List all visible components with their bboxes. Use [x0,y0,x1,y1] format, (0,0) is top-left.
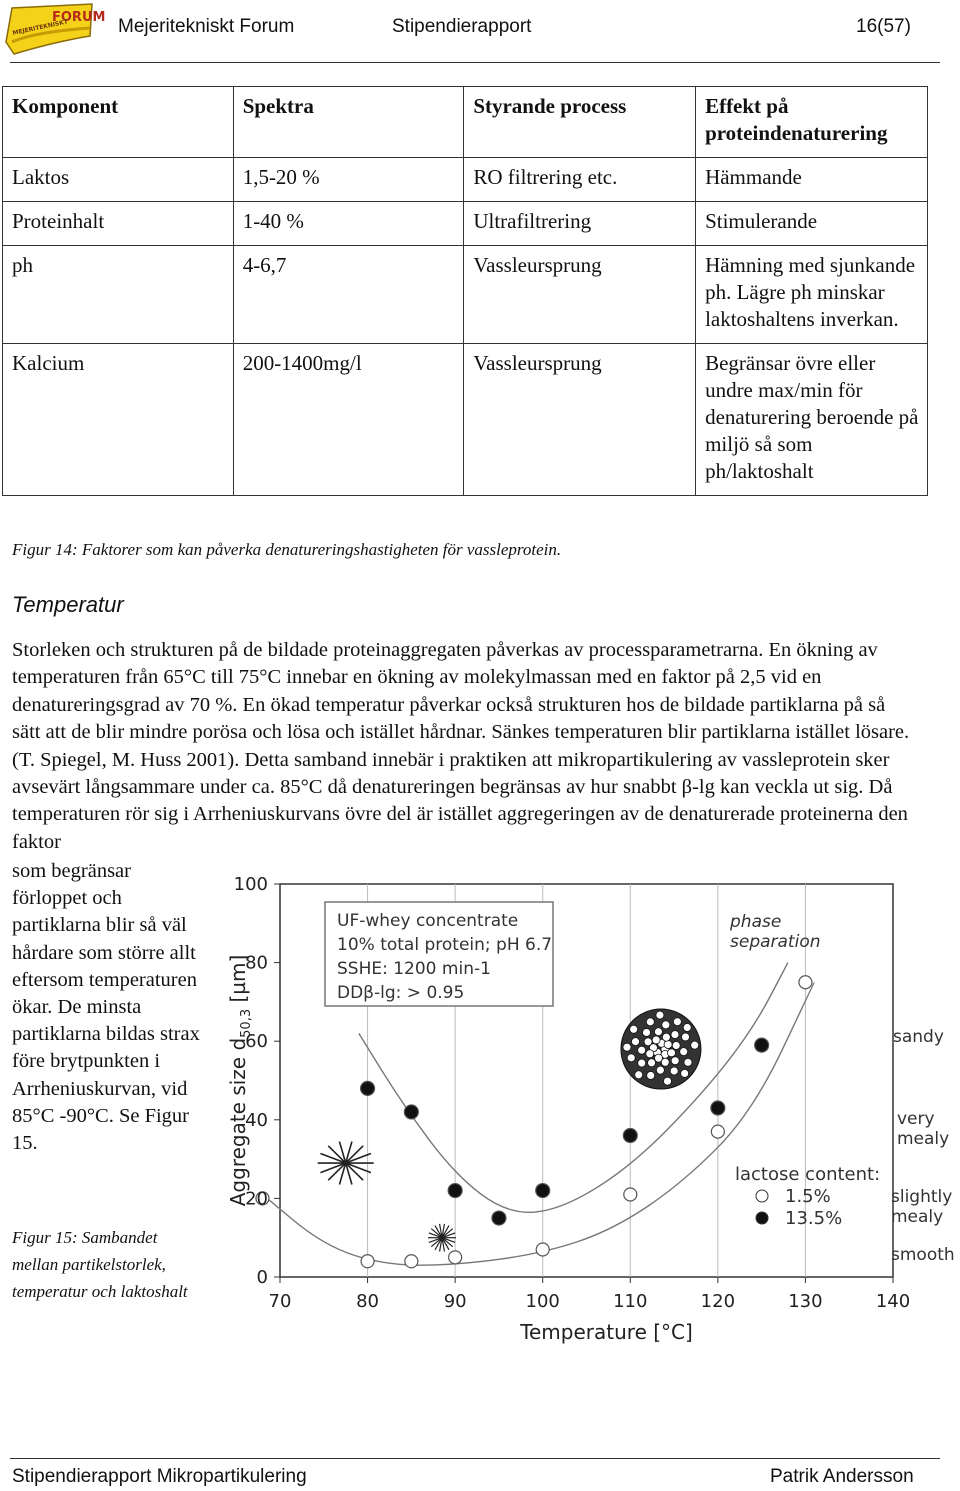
data-point-low-lactose [449,1251,462,1264]
x-tick-label: 110 [613,1291,648,1312]
y-tick-label: 40 [245,1109,268,1131]
aggregate-particle [670,1067,678,1075]
aggregate-particle [662,1021,670,1029]
data-point-high-lactose [755,1038,769,1052]
footer-rule [10,1458,940,1459]
aggregate-particle [671,1057,679,1065]
aggregate-particle [654,1028,662,1036]
texture-label: very [897,1109,935,1129]
table-cell: Proteinhalt [3,202,234,246]
table-cell: Stimulerande [696,202,928,246]
header-report-type: Stipendierapport [392,16,532,37]
texture-label: mealy [897,1129,950,1149]
aggregate-particle [638,1046,646,1054]
y-tick-label: 0 [256,1267,268,1288]
aggregate-particle [646,1018,654,1026]
aggregate-particle [673,1018,681,1026]
table-cell: Vassleursprung [464,246,696,344]
data-point-high-lactose [711,1101,725,1115]
body-paragraph: Storleken och strukturen på de bildade proteinaggregaten påverkas av processparametrarna. En ökning av temperaturen från 65°C till 75°C innebar en ökning av molekylmassan med en faktor på 2,5 vid en denatureringsgrad av 70 %. En ökad temperatur påverkar också strukturen hos de bildade partiklarna på så sätt att de blir mindre porösa och lösa och istället hårdnar. Sänkes temperaturen blir partiklarna istället lösare. (T. Spiegel, M. Huss 2001). Detta samband innebär i praktiken att mikropartikulering av vassleprotein sker avsevärt långsammare under ca. 85°C då denatureringen begränsas av hur snabbt β-lg kan veckla ut sig. Då temperaturen rör sig i Arrheniuskurvans övre del är istället aggregeringen av de denaturerade proteinerna den faktor [12,639,910,853]
aggregate-particle [662,1033,670,1041]
aggregate-particle [664,1040,672,1048]
aggregate-particle [667,1049,675,1057]
table-row [3,344,928,496]
aggregate-particle [643,1028,651,1036]
table-cell: 1,5-20 % [233,158,464,202]
aggregate-particle [683,1024,691,1032]
header-title: Mejeritekniskt Forum [118,16,295,37]
table-row [3,246,928,344]
table-cell: Hämning med sjunkande ph. Lägre ph minskar laktoshaltens inverkan. [696,246,928,344]
table-cell: Begränsar övre eller undre max/min för denaturering beroende på miljö så som ph/laktoshalt [696,344,928,496]
aggregate-particle [647,1071,655,1079]
x-tick-label: 70 [268,1291,292,1312]
data-point-high-lactose [536,1184,550,1198]
phase-label: phase [730,912,782,932]
table-cell: 200-1400mg/l [233,344,464,496]
inset-line: 10% total protein; pH 6.7 [337,935,553,955]
x-tick-label: 90 [443,1291,467,1312]
texture-label: mealy [891,1207,944,1227]
page-header [0,0,960,62]
y-tick-label: 60 [245,1031,268,1053]
aggregate-particle [644,1038,652,1046]
y-axis-label: Aggregate size $d_{50,3}$ [µm] [226,954,254,1207]
aggregate-particle [684,1058,692,1066]
figure15-caption: Figur 15: Sambandet mellan partikelstorlek, temperatur och laktoshalt [12,1228,188,1301]
aggregate-particle [630,1025,638,1033]
table-cell: 4-6,7 [233,246,464,344]
aggregate-particle [682,1033,690,1041]
texture-label: slightly [891,1187,953,1207]
aggregate-particle [652,1036,660,1044]
x-tick-label: 130 [788,1291,823,1312]
table-cell: Vassleursprung [464,344,696,496]
aggregate-particle [648,1059,656,1067]
loose-aggregate-drawing [318,1142,374,1185]
data-point-low-lactose [361,1255,374,1268]
data-point-high-lactose [361,1081,375,1095]
y-tick-label: 100 [233,874,268,895]
table-header-cell: Komponent [3,87,234,158]
trend-curve-low-lactose [262,982,814,1265]
table-cell: ph [3,246,234,344]
inset-line: UF-whey concentrate [337,911,519,931]
aggregate-particle [680,1048,688,1056]
aggregate-particle [672,1041,680,1049]
aggregate-particle [663,1077,671,1085]
legend-label: 13.5% [785,1208,843,1229]
legend-marker [756,1212,768,1224]
aggregate-particle [646,1050,654,1058]
x-tick-label: 100 [525,1291,560,1312]
table-header-cell: Spektra [233,87,464,158]
svg-text:FORUM: FORUM [52,10,106,25]
x-axis-label: Temperature [°C] [520,1320,693,1344]
table-cell: RO filtrering etc. [464,158,696,202]
table-cell: 1-40 % [233,202,464,246]
x-tick-label: 80 [356,1291,380,1312]
section-title: Temperatur [12,592,124,617]
legend-label: 1.5% [785,1186,831,1207]
header-page-number: 16(57) [856,16,911,37]
table-cell: Kalcium [3,344,234,496]
forum-logo [4,2,106,58]
aggregate-particle [635,1071,643,1079]
table-header-row [3,87,928,158]
texture-label: sandy [893,1027,944,1047]
data-point-low-lactose [405,1255,418,1268]
data-point-low-lactose [711,1125,724,1138]
phase-label: separation [730,932,821,952]
legend-title: lactose content: [735,1164,881,1185]
aggregate-particle [656,1066,664,1074]
data-point-low-lactose [536,1243,549,1256]
aggregate-particle [627,1054,635,1062]
legend-marker [756,1190,768,1202]
data-point-high-lactose [404,1105,418,1119]
inset-line: DDβ-lg: > 0.95 [337,983,465,1003]
hard-aggregate-drawing [621,1009,701,1089]
aggregate-particle [623,1043,631,1051]
y-tick-label: 20 [245,1188,268,1210]
x-tick-label: 140 [875,1291,911,1312]
data-point-high-lactose [492,1211,506,1225]
table-cell: Ultrafiltrering [464,202,696,246]
data-point-high-lactose [448,1184,462,1198]
aggregate-particle [681,1069,689,1077]
aggregate-particle [661,1058,669,1066]
aggregate-particle [638,1059,646,1067]
texture-label: smooth [891,1245,955,1265]
table-cell: Laktos [3,158,234,202]
data-point-low-lactose [624,1188,637,1201]
table-header-cell: Effekt på proteindenaturering [696,87,928,158]
header-rule [10,62,940,63]
aggregate-particle [656,1011,664,1019]
table-header-cell: Styrande process [464,87,696,158]
table-cell: Hämmande [696,158,928,202]
footer-author: Patrik Andersson [770,1466,914,1487]
data-point-low-lactose [799,976,812,989]
aggregate-particle [671,1031,679,1039]
footer-title: Stipendierapport Mikropartikulering [12,1466,307,1487]
svg-text:MEJERITEKNISKT: MEJERITEKNISKT [11,18,69,37]
aggregate-particle [691,1041,699,1049]
aggregate-particle [632,1038,640,1046]
y-tick-label: 80 [245,952,268,974]
figure14-caption: Figur 14: Faktorer som kan påverka denatureringshastigheten för vassleprotein. [12,540,562,559]
x-tick-label: 120 [700,1291,736,1312]
factors-table [2,86,928,496]
inset-line: SSHE: 1200 min-1 [337,959,491,979]
aggregate-size-chart [225,862,955,1342]
side-paragraph: som begränsar förloppet och partiklarna blir så väl hårdare som större allt eftersom temperaturen ökar. De minsta partiklarna bildas strax före brytpunkten i Arrheniuskurvan, vid 85°C -90°C. Se Figur 15. [12,860,200,1155]
dense-small-aggregate-drawing [428,1224,456,1252]
table-row [3,202,928,246]
table-row [3,158,928,202]
data-point-high-lactose [623,1129,637,1143]
